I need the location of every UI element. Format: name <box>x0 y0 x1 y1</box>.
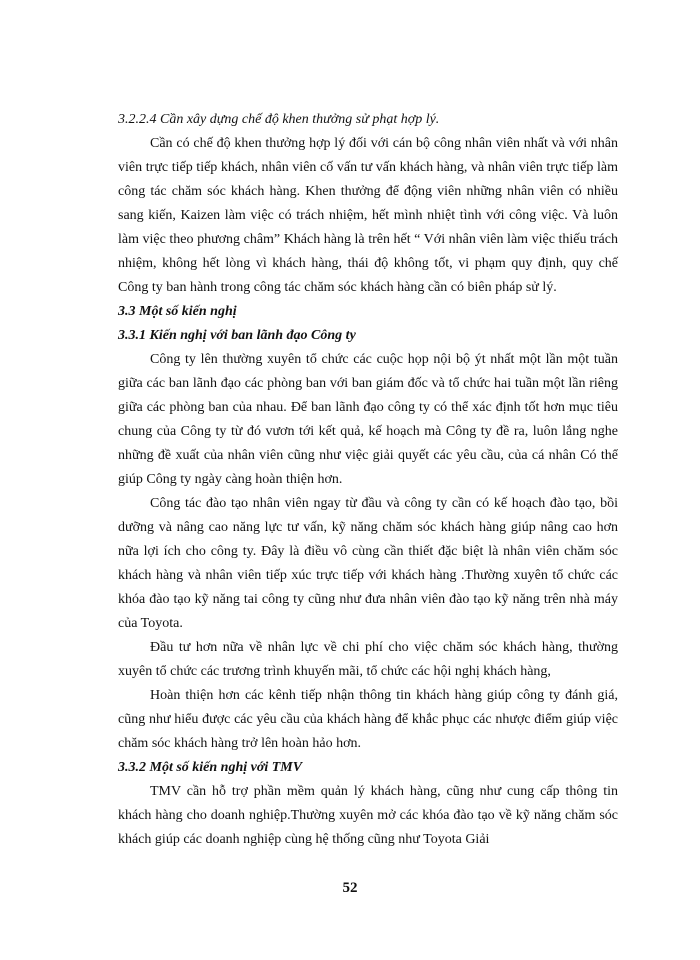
paragraph-internal-meetings: Công ty lên thường xuyên tổ chức các cuộc họp nội bộ ýt nhất một lần một tuần giữa các ban lãnh đạo các phòng ban với ban giám đốc và tổ chức hai tuần một lần riêng giữa các phòng ban của nhau. Để ban lãnh đạo công ty có thể xác định tốt hơn mục tiêu chung của Công ty từ đó vươn tới kết quả, kế hoạch mà Công ty đề ra, luôn lắng nghe những đề xuất của nhân viên cũng như việc giải quyết các yêu cầu, của cá nhân Có thể giúp Công ty ngày càng hoàn thiện hơn. <box>118 352 618 487</box>
section-heading-3-3: 3.3 Một số kiến nghị <box>118 304 237 319</box>
paragraph-reward-policy: Cần có chế độ khen thưởng hợp lý đối với cán bộ công nhân viên nhất và với nhân viên trực tiếp tiếp khách, nhân viên cố vấn tư vấn khách hàng, và nhân viên trực tiếp làm công tác chăm sóc khách hàng. Khen thưởng để động viên những nhân viên có nhiều sang kiến, Kaizen làm việc có trách nhiệm, hết mình nhiệt tình với công việc. Và luôn làm việc theo phương châm” Khách hàng là trên hết “ Với nhân viên làm việc thiếu trách nhiệm, không hết lòng vì khách hàng, thái độ không tốt, vi phạm quy định, quy chế Công ty ban hành trong công tác chăm sóc khách hàng cần có biên pháp sử lý. <box>118 136 618 295</box>
page-number: 52 <box>342 880 358 896</box>
paragraph-staff-training: Công tác đào tạo nhân viên ngay từ đầu và công ty cần có kế hoạch đào tạo, bồi dưỡng và nâng cao năng lực tư vấn, kỹ năng chăm sóc khách hàng giúp nâng cao hơn nữa lợi ích cho công ty. Đây là điều vô cùng cần thiết đặc biệt là nhân viên chăm sóc khách hàng và nhân viên tiếp xúc trực tiếp với khách hàng .Thường xuyên tổ chức các khóa đào tạo kỹ năng tai công ty cũng như đưa nhân viên đào tạo kỹ năng trên nhà máy của Toyota. <box>118 496 618 631</box>
section-heading-3-3-1: 3.3.1 Kiến nghị với ban lãnh đạo Công ty <box>118 328 356 343</box>
paragraph-tmv-support: TMV cần hỗ trợ phần mềm quản lý khách hàng, cũng như cung cấp thông tin khách hàng cho doanh nghiệp.Thường xuyên mở các khóa đào tạo về kỹ năng chăm sóc khách giúp các doanh nghiệp cùng hệ thống cũng như Toyota Giải <box>118 784 618 847</box>
paragraph-feedback-channels: Hoàn thiện hơn các kênh tiếp nhận thông tin khách hàng giúp công ty đánh giá, cũng như hiểu được các yêu cầu của khách hàng để khắc phục các nhược điểm giúp việc chăm sóc khách hàng trở lên hoàn hảo hơn. <box>118 688 618 751</box>
document-body <box>118 108 618 852</box>
section-heading-3-3-2: 3.3.2 Một số kiến nghị với TMV <box>118 760 303 775</box>
section-heading-3-2-2-4: 3.2.2.4 Cần xây dựng chế độ khen thưởng sử phạt hợp lý. <box>118 112 440 127</box>
paragraph-investment: Đầu tư hơn nữa về nhân lực về chi phí cho việc chăm sóc khách hàng, thường xuyên tổ chức các trương trình khuyến mãi, tổ chức các hội nghị khách hàng, <box>118 640 618 679</box>
